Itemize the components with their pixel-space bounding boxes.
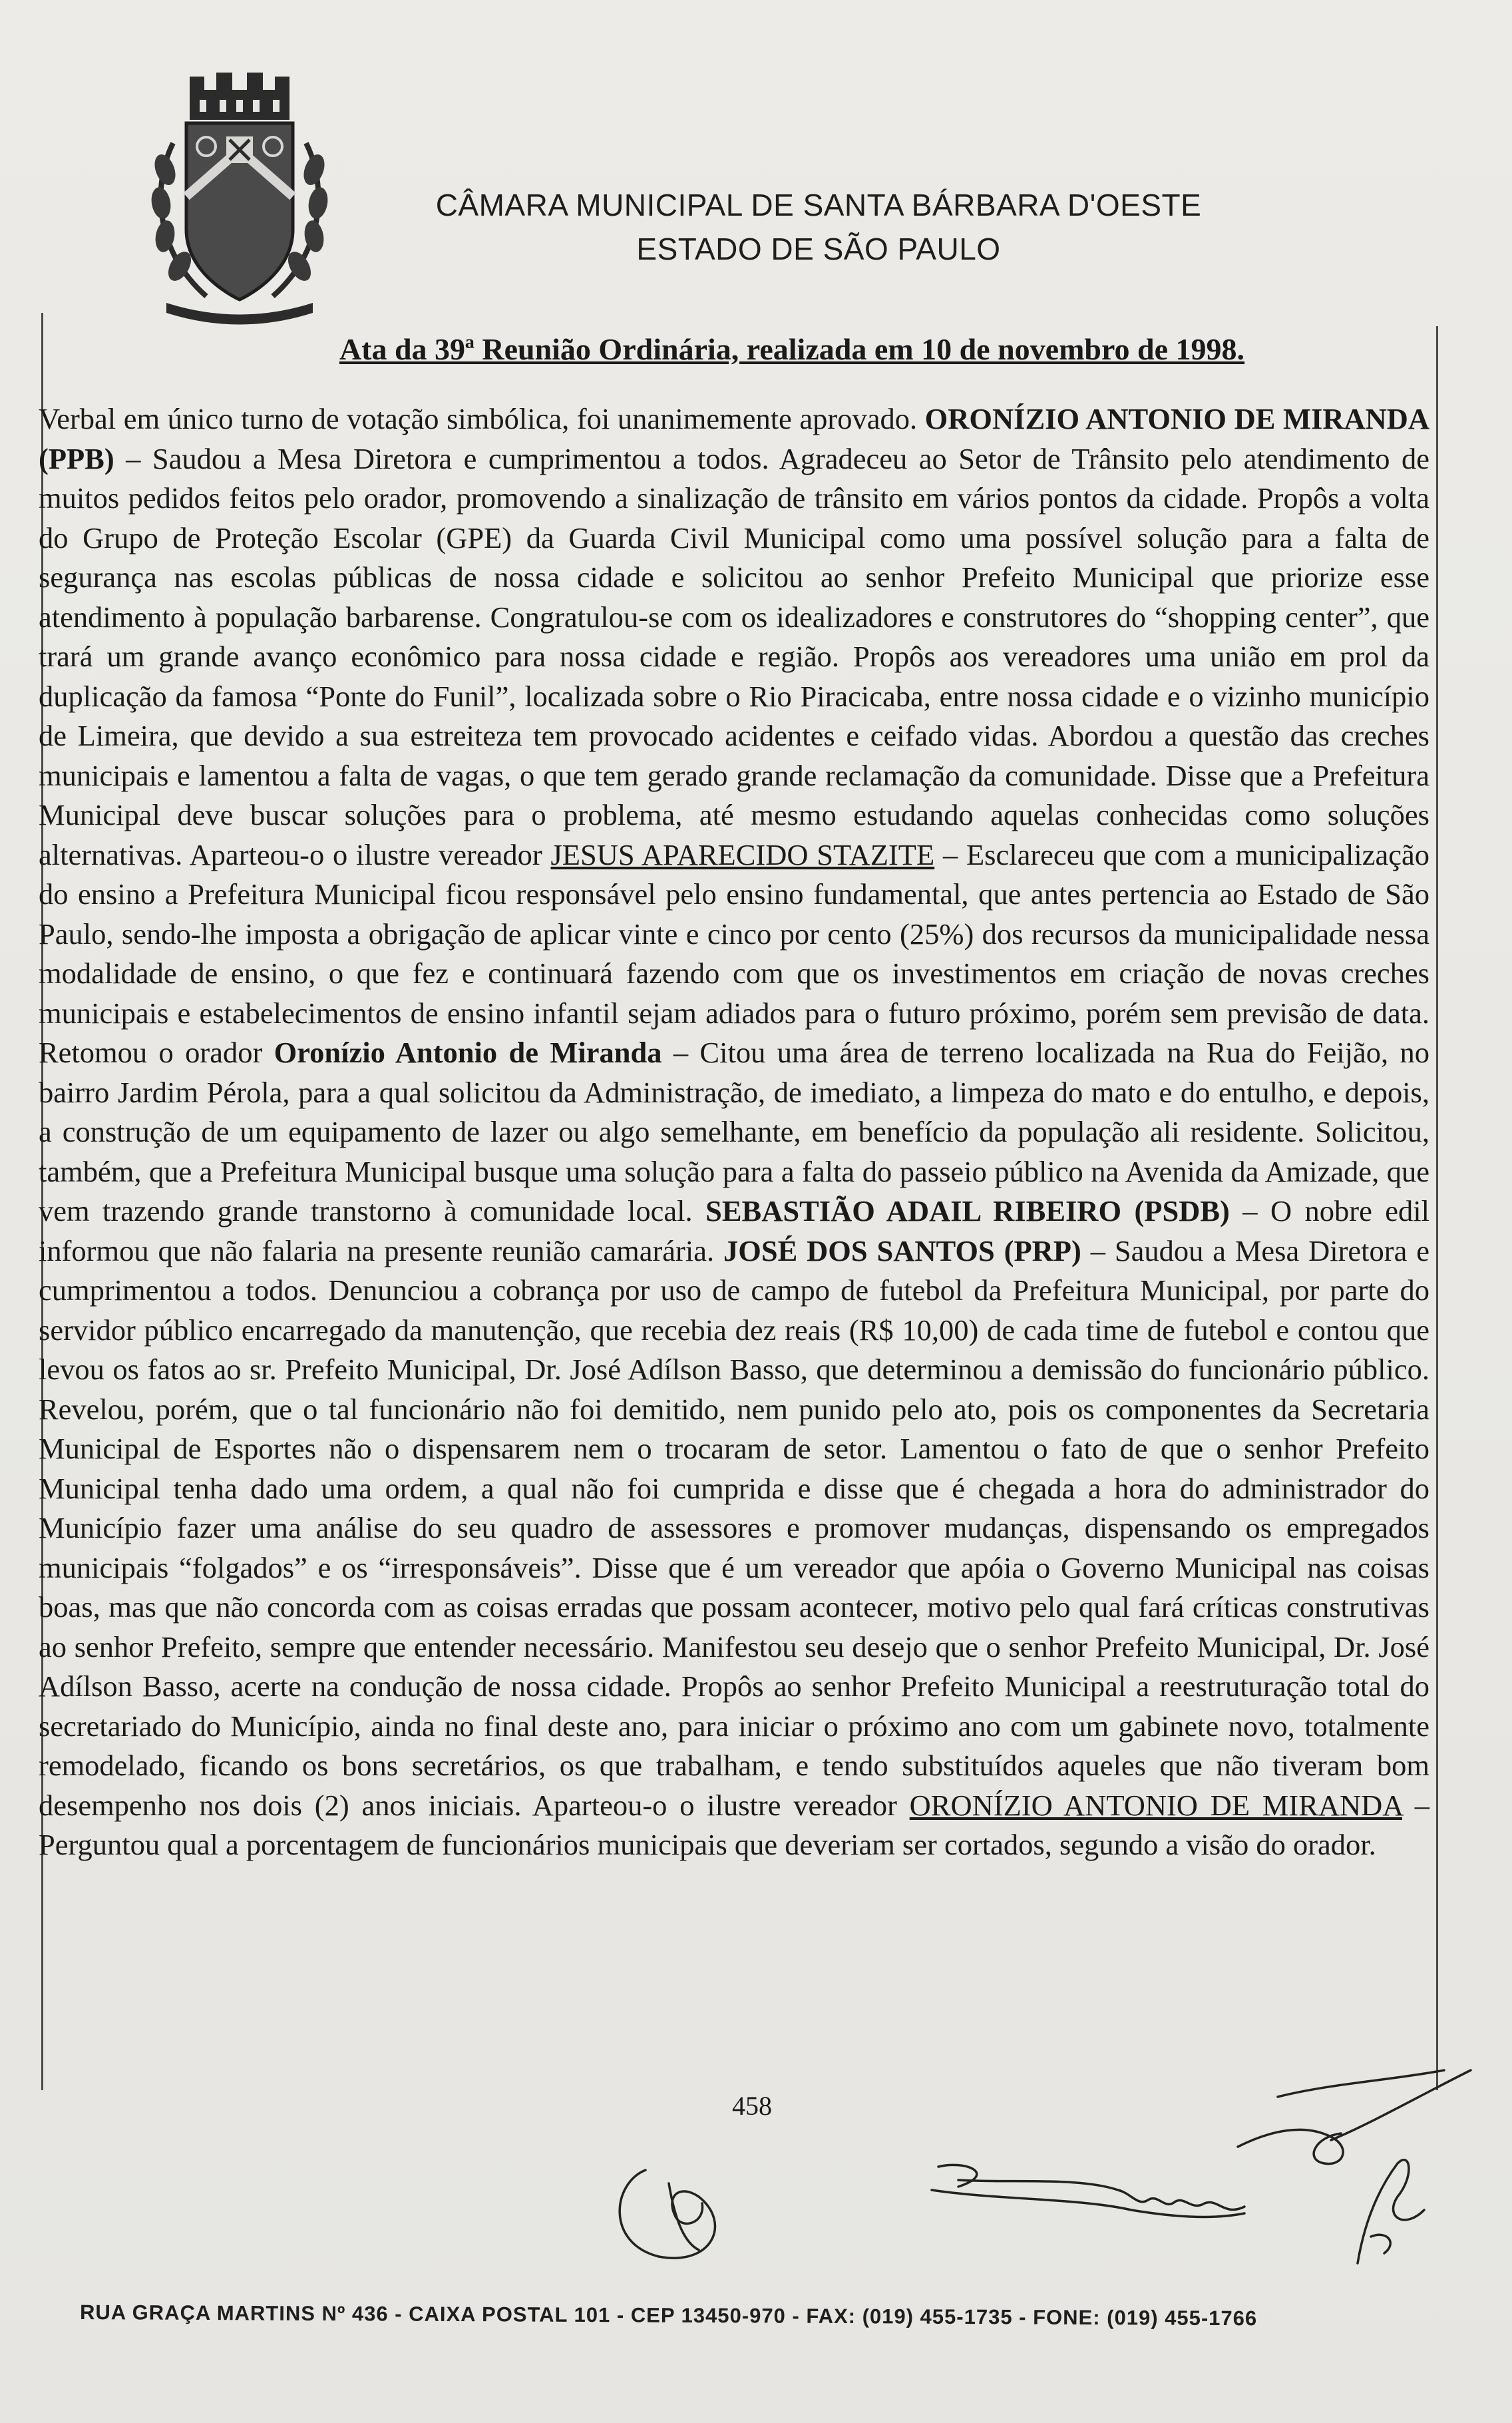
speaker-name: JOSÉ DOS SANTOS (PRP) [723,1233,1081,1267]
text-run: – Esclareceu que com a municipalização do ensino a Prefeitura Municipal ficou responsável pelo ensino fundamental, que antes pertencia ao Estado de São Paulo, sendo-lhe imposta a obrigação de aplicar vinte e cinco por cento (25%) dos recursos da municipalidade nessa modalidade de ensino, o que fez e continuará fazendo com que os investimentos em criação de novas creches municipais e estabelecimentos de ensino infantil sejam adiados para o futuro próximo, porém sem previsão de data. Retomou o orador [39,837,1429,1069]
municipal-coat-of-arms [126,63,353,330]
speaker-name: ORONÍZIO ANTONIO DE MIRANDA (PPB) [39,402,1430,475]
text-run: – O nobre edil informou que não falaria na presente reunião camarária. [39,1194,1429,1267]
aparte-speaker-name: ORONÍZIO ANTONIO DE MIRANDA [909,1788,1402,1822]
right-margin-rule [1436,326,1438,2090]
text-run: Verbal em único turno de votação simbólica, foi unanimemente aprovado. [39,402,925,435]
text-run: – Saudou a Mesa Diretora e cumprimentou a todos. Denunciou a cobrança por uso de campo de futebol da Prefeitura Municipal, por parte do servidor público encarregado da manutenção, que recebia dez reais (R$ 10,00) de cada time de futebol e contou que levou os fatos ao sr. Prefeito Municipal, Dr. José Adílson Basso, que determinou a demissão do funcionário público. Revelou, porém, que o tal funcionário não foi demitido, nem punido pelo ato, pois os componentes da Secretaria Municipal de Esportes não o dispensarem nem o trocaram de setor. Lamentou o fato de que o senhor Prefeito Municipal tenha dado uma ordem, a qual não foi cumprida e disse que é chegada a hora do administrador do Município fazer uma análise do seu quadro de assessores e promover mudanças, dispensando os empregados municipais “folgados” e os “irresponsáveis”. Disse que é um vereador que apóia o Governo Municipal nas coisas boas, mas que não concorda com as coisas erradas que possam acontecer, motivo pelo qual fará críticas construtivas ao senhor Prefeito, sempre que entender necessário. Manifestou seu desejo que o senhor Prefeito Municipal, Dr. José Adílson Basso, acerte na condução de nossa cidade. Propôs ao senhor Prefeito Municipal a reestruturação total do secretariado do Município, ainda no final deste ano, para iniciar o próximo ano com um gabinete novo, totalmente remodelado, ficando os bons secretários, os que trabalham, e tendo substituídos aqueles que não tiveram bom desempenho nos dois (2) anos iniciais. Aparteou-o o ilustre vereador [39,1233,1429,1822]
aparte-speaker-name: JESUS APARECIDO STAZITE [550,837,935,871]
text-run: – Saudou a Mesa Diretora e cumprimentou a todos. Agradeceu ao Setor de Trânsito pelo atendimento de muitos pedidos feitos pelo orador, promovendo a sinalização de trânsito em vários pontos da cidade. Propôs a volta do Grupo de Proteção Escolar (GPE) da Guarda Civil Municipal como uma possível solução para a falta de segurança nas escolas públicas de nossa cidade e solicitou ao senhor Prefeito Municipal que priorize esse atendimento à população barbarense. Congratulou-se com os idealizadores e construtores do “shopping center”, que trará um grande avanço econômico para nossa cidade e região. Propôs aos vereadores uma união em prol da duplicação da famosa “Ponte do Funil”, localizada sobre o Rio Piracicaba, entre nossa cidade e o vizinho município de Limeira, que devido a sua estreiteza tem provocado acidentes e ceifado vidas. Abordou a questão das creches municipais e lamentou a falta de vagas, o que tem gerado grande reclamação da comunidade. Disse que a Prefeitura Municipal deve buscar soluções para o problema, até mesmo estudando aquelas conhecidas como soluções alternativas. Aparteou-o o ilustre vereador [39,441,1429,871]
letterhead-title [419,183,1218,271]
minutes-title: Ata da 39ª Reunião Ordinária, realizada em 10 de novembro de 1998. [339,332,1245,366]
text-run: – Perguntou qual a porcentagem de funcionários municipais que deveriam ser cortados, segundo a visão do orador. [39,1788,1430,1861]
state-name: ESTADO DE SÃO PAULO [636,232,1001,266]
minutes-body [39,399,1429,1865]
chamber-name: CÂMARA MUNICIPAL DE SANTA BÁRBARA D'OESTE [435,188,1202,222]
speaker-name: SEBASTIÃO ADAIL RIBEIRO (PSDB) [705,1194,1230,1227]
footer-address: RUA GRAÇA MARTINS Nº 436 - CAIXA POSTAL 101 - CEP 13450-970 - FAX: (019) 455-1735 - FONE: (019) 455-1766 [79,2301,1258,2330]
handwritten-signatures [532,2024,1512,2290]
text-run: – Citou uma área de terreno localizada na Rua do Feijão, no bairro Jardim Pérola, para a qual solicitou da Administração, de imediato, a limpeza do mato e do entulho, e depois, a construção de um equipamento de lazer ou algo semelhante, em benefício da população ali residente. Solicitou, também, que a Prefeitura Municipal busque uma solução para a falta do passeio público na Avenida da Amizade, que vem trazendo grande transtorno à comunidade local. [39,1036,1429,1227]
page-number: 458 [732,2091,772,2121]
minutes-paragraph [39,399,1429,1865]
speaker-name: Oronízio Antonio de Miranda [274,1036,662,1069]
